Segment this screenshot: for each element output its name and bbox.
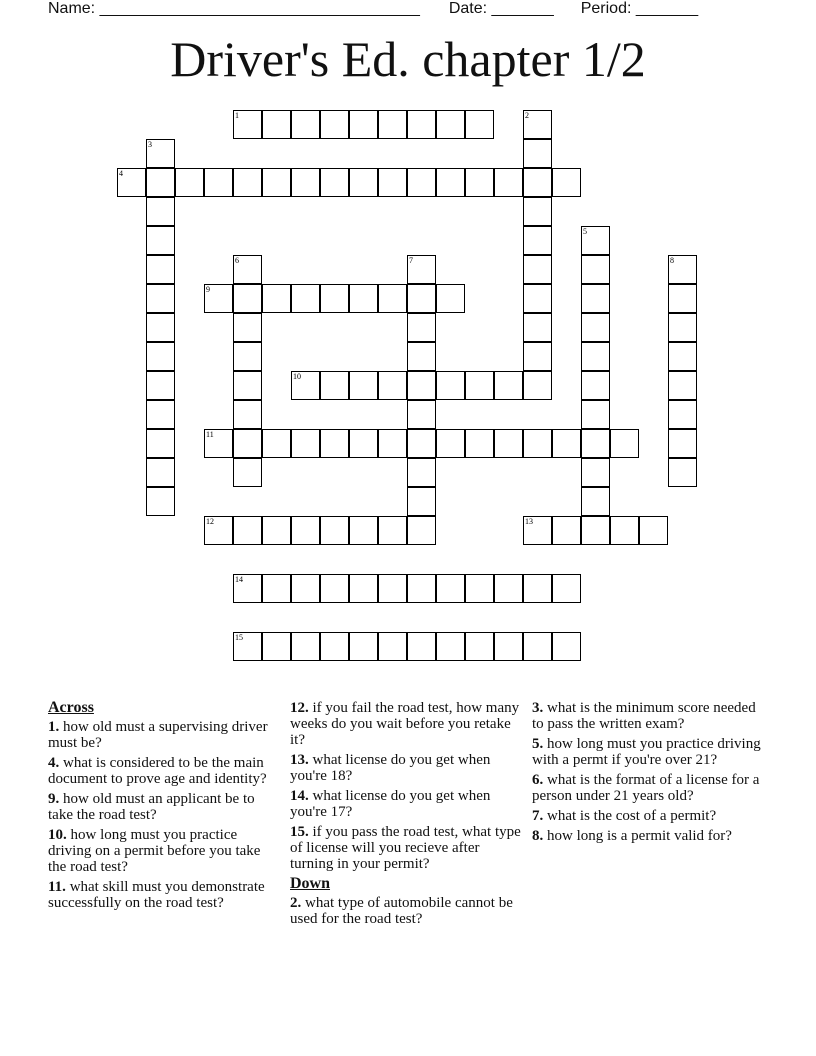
crossword-cell[interactable]: [262, 574, 291, 603]
crossword-cell[interactable]: [407, 574, 436, 603]
crossword-cell[interactable]: [465, 632, 494, 661]
crossword-cell[interactable]: [523, 197, 552, 226]
crossword-cell[interactable]: [523, 226, 552, 255]
crossword-cell[interactable]: [349, 429, 378, 458]
crossword-cell[interactable]: [407, 487, 436, 516]
crossword-cell[interactable]: [378, 110, 407, 139]
crossword-cell[interactable]: [494, 574, 523, 603]
crossword-cell[interactable]: [494, 429, 523, 458]
clue-number-label: 10: [293, 372, 301, 381]
clue-number-label: 9: [206, 285, 210, 294]
crossword-cell[interactable]: [465, 371, 494, 400]
crossword-cell[interactable]: [552, 429, 581, 458]
crossword-cell[interactable]: [581, 487, 610, 516]
crossword-cell[interactable]: [378, 574, 407, 603]
page-title: Driver's Ed. chapter 1/2: [170, 31, 646, 87]
period-field[interactable]: Period: _______: [580, 0, 699, 17]
crossword-cell[interactable]: [349, 371, 378, 400]
clue-across-4: 4. what is considered to be the main document to prove age and identity?: [48, 755, 267, 787]
crossword-cell[interactable]: [378, 168, 407, 197]
crossword-cell[interactable]: [407, 284, 436, 313]
crossword-cell[interactable]: [262, 429, 291, 458]
crossword-cell[interactable]: [233, 371, 262, 400]
crossword-cell[interactable]: [407, 632, 436, 661]
crossword-cell[interactable]: [291, 429, 320, 458]
name-field[interactable]: Name: ____________________________________: [48, 0, 420, 17]
crossword-cell[interactable]: [146, 342, 175, 371]
crossword-cell[interactable]: [262, 110, 291, 139]
crossword-cell[interactable]: [320, 574, 349, 603]
crossword-cell[interactable]: [349, 110, 378, 139]
crossword-cell[interactable]: [378, 429, 407, 458]
crossword-cell[interactable]: [320, 284, 349, 313]
crossword-cell[interactable]: [233, 458, 262, 487]
crossword-cell[interactable]: [378, 632, 407, 661]
crossword-cell[interactable]: [581, 313, 610, 342]
clue-down-8: 8. how long is a permit valid for?: [532, 828, 732, 844]
crossword-cell[interactable]: [146, 371, 175, 400]
crossword-cell[interactable]: [581, 516, 610, 545]
crossword-cell[interactable]: [291, 168, 320, 197]
crossword-cell[interactable]: [291, 284, 320, 313]
crossword-cell[interactable]: [320, 429, 349, 458]
crossword-cell[interactable]: [320, 371, 349, 400]
crossword-cell[interactable]: [436, 371, 465, 400]
crossword-cell[interactable]: [146, 458, 175, 487]
crossword-cell[interactable]: [494, 632, 523, 661]
crossword-cell[interactable]: [407, 400, 436, 429]
clue-number-label: 3: [148, 140, 152, 149]
crossword-cell[interactable]: [668, 429, 697, 458]
clue-across-14: 14. what license do you get when you're 17?: [290, 788, 491, 820]
crossword-cell[interactable]: [146, 284, 175, 313]
clue-number-label: 1: [235, 111, 239, 120]
crossword-cell[interactable]: [523, 168, 552, 197]
crossword-cell[interactable]: [552, 632, 581, 661]
crossword-cell[interactable]: [146, 487, 175, 516]
crossword-cell[interactable]: [175, 168, 204, 197]
crossword-cell[interactable]: [233, 400, 262, 429]
clue-number-label: 2: [525, 111, 529, 120]
crossword-cell[interactable]: [581, 400, 610, 429]
crossword-cell[interactable]: [407, 110, 436, 139]
crossword-cell[interactable]: [233, 168, 262, 197]
crossword-cell[interactable]: [436, 632, 465, 661]
clue-number-label: 12: [206, 517, 214, 526]
crossword-cell[interactable]: [465, 168, 494, 197]
crossword-cell[interactable]: [262, 632, 291, 661]
crossword-cell[interactable]: [668, 342, 697, 371]
crossword-cell[interactable]: [523, 139, 552, 168]
clue-number-label: 5: [583, 227, 587, 236]
crossword-cell[interactable]: [552, 168, 581, 197]
date-field[interactable]: Date: _______: [448, 0, 554, 17]
crossword-cell[interactable]: [378, 371, 407, 400]
crossword-cell[interactable]: [668, 458, 697, 487]
crossword-cell[interactable]: [233, 313, 262, 342]
crossword-cell[interactable]: [523, 429, 552, 458]
crossword-cell[interactable]: [349, 632, 378, 661]
crossword-cell[interactable]: [320, 110, 349, 139]
crossword-cell[interactable]: [581, 371, 610, 400]
crossword-cell[interactable]: [407, 371, 436, 400]
crossword-cell[interactable]: [668, 284, 697, 313]
crossword-cell[interactable]: [204, 168, 233, 197]
crossword-cell[interactable]: [146, 226, 175, 255]
crossword-cell[interactable]: [291, 574, 320, 603]
crossword-cell[interactable]: [610, 429, 639, 458]
crossword-cell[interactable]: [494, 168, 523, 197]
clue-number-label: 11: [206, 430, 214, 439]
crossword-cell[interactable]: [436, 168, 465, 197]
crossword-cell[interactable]: [349, 168, 378, 197]
crossword-cell[interactable]: [581, 255, 610, 284]
crossword-cell[interactable]: [320, 168, 349, 197]
clue-across-13: 13. what license do you get when you're 18?: [290, 752, 491, 784]
clue-across-12: 12. if you fail the road test, how many weeks do you wait before you retake it?: [290, 700, 520, 748]
crossword-cell[interactable]: [262, 168, 291, 197]
crossword-cell[interactable]: [494, 371, 523, 400]
crossword-cell[interactable]: [146, 168, 175, 197]
crossword-cell[interactable]: [581, 342, 610, 371]
crossword-cell[interactable]: [320, 632, 349, 661]
crossword-cell[interactable]: [262, 516, 291, 545]
crossword-cell[interactable]: [436, 574, 465, 603]
clue-column-3: [532, 700, 768, 848]
crossword-cell[interactable]: [581, 429, 610, 458]
clue-number-label: 4: [119, 169, 123, 178]
crossword-cell[interactable]: [465, 574, 494, 603]
crossword-cell[interactable]: [407, 313, 436, 342]
crossword-cell[interactable]: [146, 313, 175, 342]
crossword-cell[interactable]: [436, 284, 465, 313]
crossword-cell[interactable]: [581, 458, 610, 487]
crossword-cell[interactable]: [610, 516, 639, 545]
clue-down-7: 7. what is the cost of a permit?: [532, 808, 717, 824]
clue-down-3: 3. what is the minimum score needed to pass the written exam?: [532, 700, 756, 732]
crossword-cell[interactable]: [378, 284, 407, 313]
clue-number-label: 6: [235, 256, 239, 265]
crossword-cell[interactable]: [668, 313, 697, 342]
clue-across-1: 1. how old must a supervising driver must be?: [48, 719, 268, 751]
crossword-cell[interactable]: [523, 255, 552, 284]
crossword-cell[interactable]: [146, 255, 175, 284]
clue-column-2: [290, 700, 526, 931]
clue-number-label: 13: [525, 517, 533, 526]
crossword-cell[interactable]: [436, 110, 465, 139]
crossword-cell[interactable]: [233, 342, 262, 371]
crossword-cell[interactable]: [349, 284, 378, 313]
crossword-cell[interactable]: [291, 516, 320, 545]
clue-number-label: 14: [235, 575, 243, 584]
crossword-cell[interactable]: [233, 429, 262, 458]
across-heading: Across: [48, 699, 94, 716]
crossword-cell[interactable]: [465, 110, 494, 139]
crossword-cell[interactable]: [233, 516, 262, 545]
crossword-cell[interactable]: [146, 197, 175, 226]
crossword-cell[interactable]: [349, 516, 378, 545]
crossword-cell[interactable]: [378, 516, 407, 545]
crossword-cell[interactable]: [523, 284, 552, 313]
crossword-cell[interactable]: [262, 284, 291, 313]
clue-down-6: 6. what is the format of a license for a person under 21 years old?: [532, 772, 760, 804]
crossword-cell[interactable]: [349, 574, 378, 603]
crossword-cell[interactable]: [407, 342, 436, 371]
crossword-cell[interactable]: [146, 429, 175, 458]
crossword-cell[interactable]: [523, 574, 552, 603]
crossword-cell[interactable]: [436, 429, 465, 458]
crossword-cell[interactable]: [523, 632, 552, 661]
clue-column-1: [48, 700, 280, 915]
clue-across-11: 11. what skill must you demonstrate successfully on the road test?: [48, 879, 265, 911]
crossword-cell[interactable]: [407, 168, 436, 197]
crossword-cell[interactable]: [291, 110, 320, 139]
clue-across-9: 9. how old must an applicant be to take the road test?: [48, 791, 255, 823]
crossword-cell[interactable]: [407, 458, 436, 487]
crossword-cell[interactable]: [407, 516, 436, 545]
crossword-cell[interactable]: [668, 400, 697, 429]
crossword-cell[interactable]: [320, 516, 349, 545]
clue-number-label: 8: [670, 256, 674, 265]
crossword-cell[interactable]: [523, 371, 552, 400]
crossword-cell[interactable]: [291, 632, 320, 661]
clue-number-label: 15: [235, 633, 243, 642]
crossword-cell[interactable]: [668, 371, 697, 400]
crossword-cell[interactable]: [233, 284, 262, 313]
crossword-cell[interactable]: [407, 429, 436, 458]
crossword-cell[interactable]: [552, 574, 581, 603]
clue-down-5: 5. how long must you practice driving with a permt if you're over 21?: [532, 736, 761, 768]
crossword-cell[interactable]: [146, 400, 175, 429]
crossword-cell[interactable]: [523, 313, 552, 342]
crossword-cell[interactable]: [552, 516, 581, 545]
crossword-cell[interactable]: [639, 516, 668, 545]
down-heading: Down: [290, 875, 331, 892]
clue-number-label: 7: [409, 256, 413, 265]
clue-across-10: 10. how long must you practice driving on a permit before you take the road test?: [48, 827, 261, 875]
crossword-cell[interactable]: [465, 429, 494, 458]
clue-down-2: 2. what type of automobile cannot be used for the road test?: [290, 895, 513, 927]
crossword-cell[interactable]: [581, 284, 610, 313]
clue-across-15: 15. if you pass the road test, what type of license will you recieve after turning in your permit?: [290, 824, 521, 872]
crossword-cell[interactable]: [523, 342, 552, 371]
